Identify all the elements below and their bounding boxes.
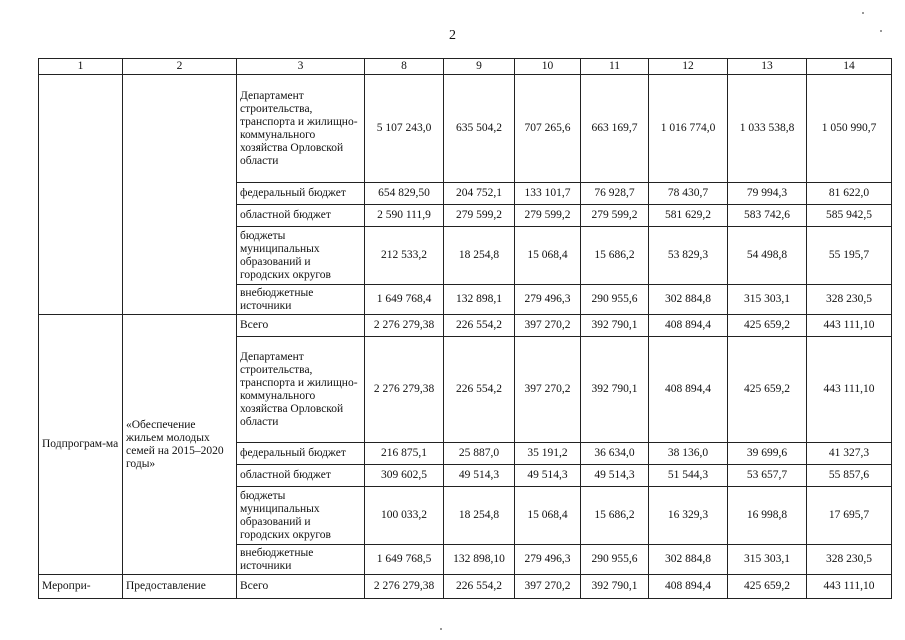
value-cell: 635 504,2	[444, 75, 515, 183]
source-label: Департамент строительства, транспорта и жилищно-коммунального хозяйства Орловской области	[237, 337, 365, 443]
source-label: федеральный бюджет	[237, 443, 365, 465]
source-label: областной бюджет	[237, 205, 365, 227]
budget-table	[38, 58, 892, 599]
value-cell: 76 928,7	[581, 183, 649, 205]
table-row	[39, 315, 892, 337]
program-name-cell: Предоставление	[123, 575, 237, 599]
value-cell: 38 136,0	[649, 443, 728, 465]
value-cell: 663 169,7	[581, 75, 649, 183]
column-header: 10	[515, 59, 581, 75]
column-header: 13	[728, 59, 807, 75]
value-cell: 309 602,5	[365, 465, 444, 487]
value-cell: 36 634,0	[581, 443, 649, 465]
value-cell: 132 898,1	[444, 285, 515, 315]
program-type-cell: Меропри-	[39, 575, 123, 599]
value-cell: 51 544,3	[649, 465, 728, 487]
value-cell: 581 629,2	[649, 205, 728, 227]
value-cell: 5 107 243,0	[365, 75, 444, 183]
value-cell: 392 790,1	[581, 337, 649, 443]
value-cell: 16 998,8	[728, 487, 807, 545]
source-label: Департамент строительства, транспорта и жилищно-коммунального хозяйства Орловской области	[237, 75, 365, 183]
source-label: Всего	[237, 575, 365, 599]
value-cell: 16 329,3	[649, 487, 728, 545]
value-cell: 408 894,4	[649, 337, 728, 443]
value-cell: 78 430,7	[649, 183, 728, 205]
value-cell: 279 599,2	[581, 205, 649, 227]
column-header: 9	[444, 59, 515, 75]
value-cell: 654 829,50	[365, 183, 444, 205]
value-cell: 2 590 111,9	[365, 205, 444, 227]
source-label: областной бюджет	[237, 465, 365, 487]
value-cell: 1 649 768,4	[365, 285, 444, 315]
value-cell: 18 254,8	[444, 227, 515, 285]
value-cell: 15 686,2	[581, 227, 649, 285]
value-cell: 1 050 990,7	[807, 75, 892, 183]
program-type-cell: Подпрограм-ма	[39, 315, 123, 575]
value-cell: 49 514,3	[515, 465, 581, 487]
value-cell: 133 101,7	[515, 183, 581, 205]
value-cell: 2 276 279,38	[365, 337, 444, 443]
value-cell: 279 599,2	[515, 205, 581, 227]
value-cell: 15 068,4	[515, 227, 581, 285]
value-cell: 328 230,5	[807, 285, 892, 315]
type-cell	[39, 75, 123, 315]
value-cell: 1 033 538,8	[728, 75, 807, 183]
value-cell: 55 857,6	[807, 465, 892, 487]
source-label: федеральный бюджет	[237, 183, 365, 205]
value-cell: 279 496,3	[515, 545, 581, 575]
value-cell: 2 276 279,38	[365, 575, 444, 599]
value-cell: 53 829,3	[649, 227, 728, 285]
value-cell: 302 884,8	[649, 545, 728, 575]
source-label: бюджеты муниципальных образований и городских округов	[237, 487, 365, 545]
source-label: Всего	[237, 315, 365, 337]
value-cell: 212 533,2	[365, 227, 444, 285]
value-cell: 279 599,2	[444, 205, 515, 227]
column-header: 3	[237, 59, 365, 75]
name-cell	[123, 75, 237, 315]
value-cell: 408 894,4	[649, 575, 728, 599]
value-cell: 18 254,8	[444, 487, 515, 545]
value-cell: 315 303,1	[728, 285, 807, 315]
column-header: 11	[581, 59, 649, 75]
column-header: 2	[123, 59, 237, 75]
table-row	[39, 75, 892, 183]
table-row	[39, 575, 892, 599]
value-cell: 79 994,3	[728, 183, 807, 205]
value-cell: 290 955,6	[581, 285, 649, 315]
value-cell: 17 695,7	[807, 487, 892, 545]
value-cell: 100 033,2	[365, 487, 444, 545]
value-cell: 226 554,2	[444, 337, 515, 443]
value-cell: 443 111,10	[807, 315, 892, 337]
value-cell: 328 230,5	[807, 545, 892, 575]
source-label: внебюджетные источники	[237, 545, 365, 575]
column-header-row	[39, 59, 892, 75]
value-cell: 25 887,0	[444, 443, 515, 465]
column-header: 8	[365, 59, 444, 75]
column-header: 14	[807, 59, 892, 75]
value-cell: 707 265,6	[515, 75, 581, 183]
scan-speck	[880, 30, 882, 32]
value-cell: 2 276 279,38	[365, 315, 444, 337]
column-header: 12	[649, 59, 728, 75]
value-cell: 425 659,2	[728, 337, 807, 443]
column-header: 1	[39, 59, 123, 75]
source-label: бюджеты муниципальных образований и городских округов	[237, 227, 365, 285]
value-cell: 226 554,2	[444, 315, 515, 337]
value-cell: 55 195,7	[807, 227, 892, 285]
page-number: 2	[449, 28, 456, 43]
value-cell: 302 884,8	[649, 285, 728, 315]
value-cell: 443 111,10	[807, 575, 892, 599]
value-cell: 425 659,2	[728, 315, 807, 337]
value-cell: 216 875,1	[365, 443, 444, 465]
value-cell: 41 327,3	[807, 443, 892, 465]
value-cell: 315 303,1	[728, 545, 807, 575]
value-cell: 290 955,6	[581, 545, 649, 575]
value-cell: 15 686,2	[581, 487, 649, 545]
scan-speck	[440, 628, 442, 630]
value-cell: 49 514,3	[581, 465, 649, 487]
value-cell: 279 496,3	[515, 285, 581, 315]
value-cell: 49 514,3	[444, 465, 515, 487]
value-cell: 397 270,2	[515, 315, 581, 337]
value-cell: 226 554,2	[444, 575, 515, 599]
value-cell: 39 699,6	[728, 443, 807, 465]
value-cell: 425 659,2	[728, 575, 807, 599]
source-label: внебюджетные источники	[237, 285, 365, 315]
value-cell: 15 068,4	[515, 487, 581, 545]
scan-speck	[862, 12, 864, 14]
value-cell: 443 111,10	[807, 337, 892, 443]
value-cell: 81 622,0	[807, 183, 892, 205]
value-cell: 53 657,7	[728, 465, 807, 487]
value-cell: 392 790,1	[581, 315, 649, 337]
value-cell: 1 649 768,5	[365, 545, 444, 575]
program-name-cell: «Обеспечение жильем молодых семей на 2015–2020 годы»	[123, 315, 237, 575]
value-cell: 392 790,1	[581, 575, 649, 599]
value-cell: 1 016 774,0	[649, 75, 728, 183]
value-cell: 132 898,10	[444, 545, 515, 575]
value-cell: 397 270,2	[515, 575, 581, 599]
value-cell: 408 894,4	[649, 315, 728, 337]
value-cell: 585 942,5	[807, 205, 892, 227]
value-cell: 583 742,6	[728, 205, 807, 227]
value-cell: 204 752,1	[444, 183, 515, 205]
value-cell: 54 498,8	[728, 227, 807, 285]
value-cell: 397 270,2	[515, 337, 581, 443]
value-cell: 35 191,2	[515, 443, 581, 465]
